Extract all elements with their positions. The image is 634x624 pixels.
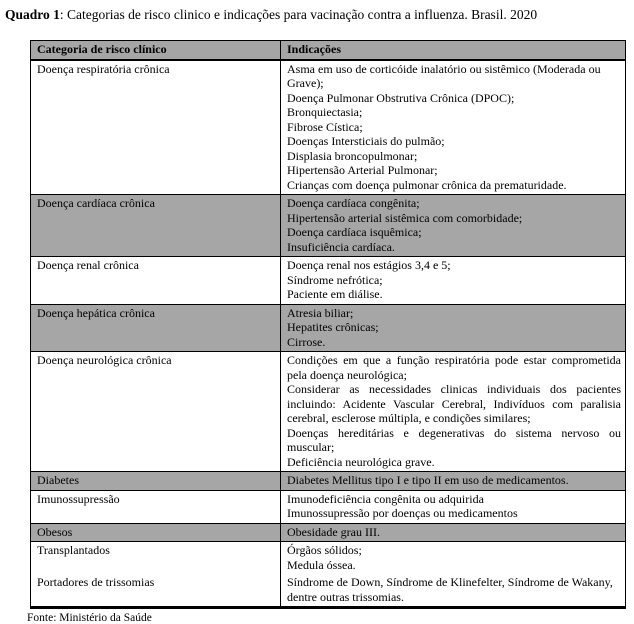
header-row: [31, 41, 626, 60]
table-row: [31, 352, 626, 472]
indication-item: Cirrose.: [287, 334, 326, 349]
indication-item: Doenças Intersticiais do pulmão;: [287, 134, 445, 148]
header-category: Categoria de risco clínico: [31, 41, 281, 60]
indication-item: Diabetes Mellitus tipo I e tipo II em uso de medicamentos.: [287, 473, 569, 487]
category-cell: Diabetes: [31, 472, 281, 491]
header-indications: Indicações: [281, 41, 626, 60]
category-cell: Doença neurológica crônica: [31, 352, 281, 472]
indication-item: Displasia broncopulmonar;: [287, 148, 418, 163]
indication-item: Fibrose Cística;: [287, 119, 363, 134]
indications-cell: [281, 257, 626, 305]
indication-item: Doenças hereditárias e degenerativas do sistema nervoso ou muscular;: [287, 425, 621, 454]
table-row: [31, 257, 626, 305]
table-row: [31, 523, 626, 542]
indication-item: Insuficiência cardíaca.: [287, 239, 395, 254]
source-note: Fonte: Ministério da Saúde: [27, 612, 152, 624]
indication-item: Doença cardíaca isquêmica;: [287, 225, 422, 239]
category-cell: Transplantados: [31, 542, 281, 575]
indication-item: Imunossupressão por doenças ou medicamentos: [287, 506, 518, 520]
table-row: [31, 472, 626, 491]
category-cell: Imunossupressão: [31, 490, 281, 523]
indication-item: Medula óssea.: [287, 557, 356, 572]
indications-cell: [281, 304, 626, 352]
table-body: [31, 60, 626, 608]
indications-cell: [281, 574, 626, 608]
indications-cell: [281, 490, 626, 523]
indications-cell: [281, 523, 626, 542]
document-page: [0, 7, 634, 624]
indication-item: Deficiência neurológica grave.: [287, 454, 435, 469]
indication-item: Doença renal nos estágios 3,4 e 5;: [287, 258, 451, 272]
table-row: [31, 490, 626, 523]
table-caption: [5, 7, 634, 23]
indication-item: Considerar as necessidades clinicas individuais dos pacientes incluindo: Acidente Vascular Cerebral, Indivíduos com paralisia cerebral, esclerose múltipla, e condições similares;: [287, 382, 621, 425]
category-cell: Doença respiratória crônica: [31, 60, 281, 195]
table-row: [31, 195, 626, 257]
indications-cell: [281, 472, 626, 491]
table-row: [31, 542, 626, 575]
indication-item: Doença cardíaca congênita;: [287, 196, 420, 210]
indication-item: Hipertensão arterial sistêmica com comorbidade;: [287, 210, 523, 225]
category-cell: Obesos: [31, 523, 281, 542]
indications-cell: [281, 195, 626, 257]
category-cell: Portadores de trissomias: [31, 574, 281, 608]
caption-label: Quadro 1: [5, 7, 60, 22]
indication-item: Obesidade grau III.: [287, 524, 380, 539]
caption-text: : Categorias de risco clinico e indicações para vacinação contra a influenza. Brasil. 2020: [59, 7, 538, 22]
indications-cell: [281, 542, 626, 575]
indication-item: Síndrome nefrótica;: [287, 272, 383, 287]
indication-item: Imunodeficiência congênita ou adquirida: [287, 491, 484, 506]
indications-cell: [281, 60, 626, 195]
table-row: [31, 60, 626, 195]
indication-item: Bronquiectasia;: [287, 105, 363, 119]
indication-item: Doença Pulmonar Obstrutiva Crônica (DPOC);: [287, 90, 515, 105]
indications-cell: [281, 352, 626, 472]
indication-item: Crianças com doença pulmonar crônica da prematuridade.: [287, 177, 567, 192]
table-row: [31, 574, 626, 608]
category-cell: Doença renal crônica: [31, 257, 281, 305]
indication-item: Paciente em diálise.: [287, 287, 383, 301]
indication-item: Atresia biliar;: [287, 305, 354, 320]
table-row: [31, 304, 626, 352]
category-cell: Doença hepática crônica: [31, 304, 281, 352]
indication-item: Hipertensão Arterial Pulmonar;: [287, 163, 438, 177]
category-cell: Doença cardíaca crônica: [31, 195, 281, 257]
indication-item: Órgãos sólidos;: [287, 543, 362, 557]
indication-item: Síndrome de Down, Síndrome de Klinefelter, Síndrome de Wakany, dentre outras trissomias.: [287, 575, 613, 604]
indication-item: Asma em uso de corticóide inalatório ou sistêmico (Moderada ou Grave);: [287, 61, 601, 90]
risk-table: [30, 40, 626, 609]
indication-item: Hepatites crônicas;: [287, 320, 379, 334]
indication-item: Condições em que a função respiratória pode estar comprometida pela doença neurológica;: [287, 353, 621, 382]
